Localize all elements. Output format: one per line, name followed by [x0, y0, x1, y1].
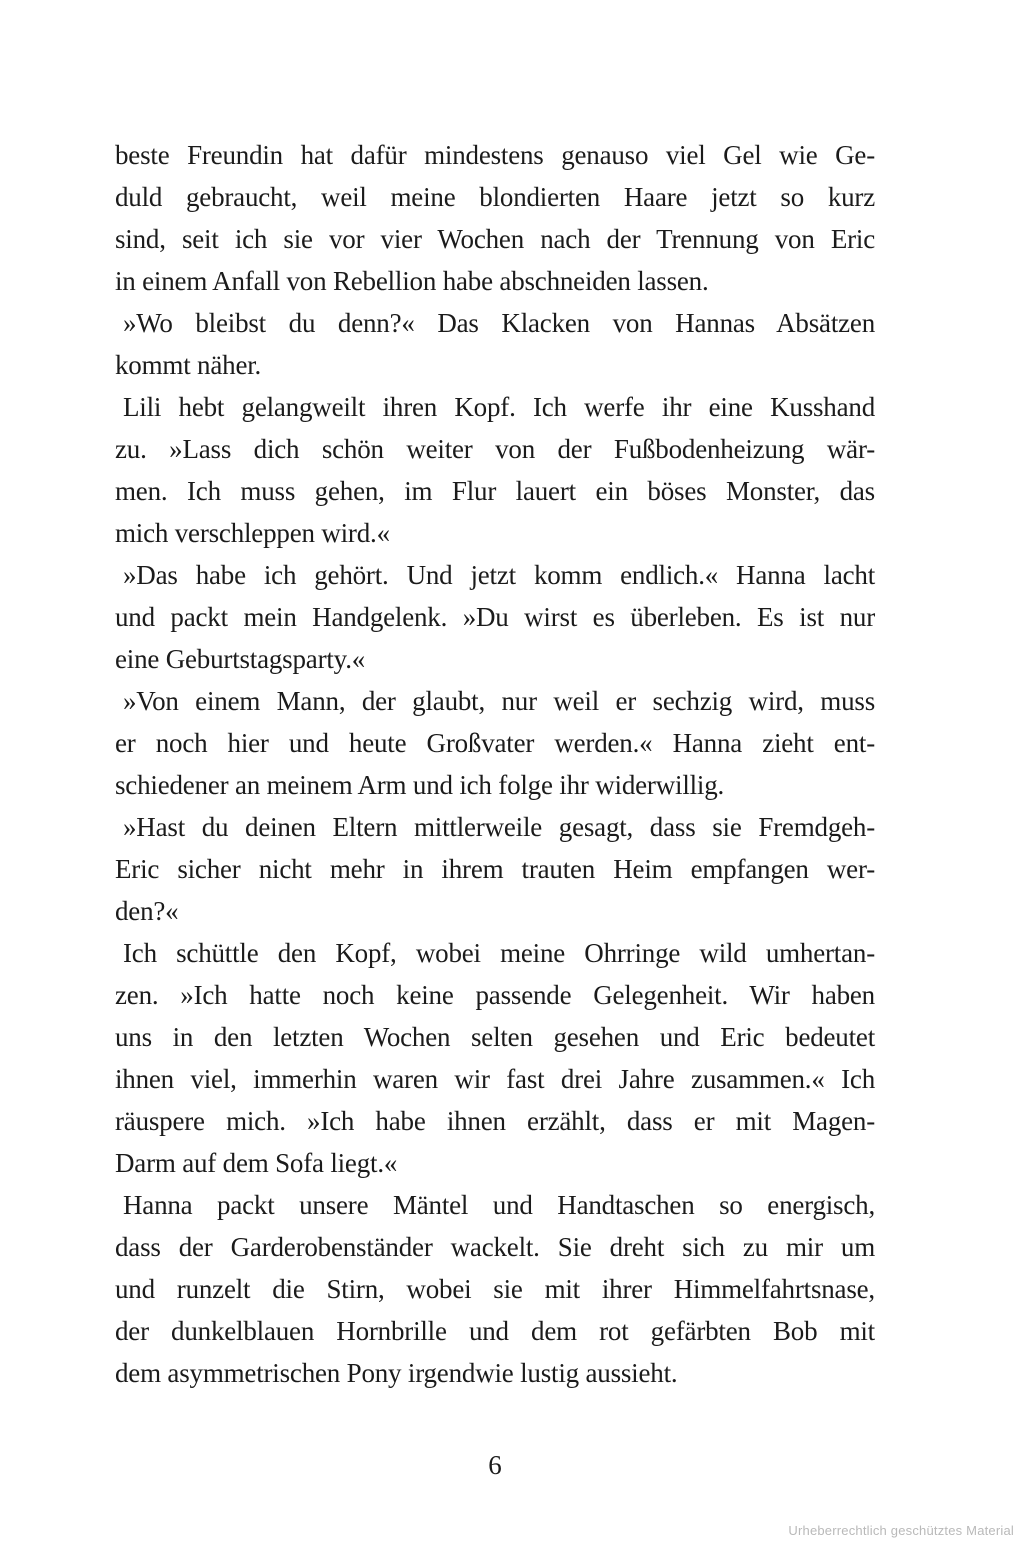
text-line: mich verschleppen wird.«: [115, 518, 390, 548]
page-number: 6: [488, 1450, 502, 1480]
text-line: Eric sicher nicht mehr in ihrem trauten Heim empfangen wer-: [115, 854, 875, 884]
paragraph: [115, 386, 875, 554]
text-line: schiedener an meinem Arm und ich folge ihr widerwillig.: [115, 770, 725, 800]
text-line: men. Ich muss gehen, im Flur lauert ein böses Monster, das: [115, 476, 875, 506]
paragraph: [115, 554, 875, 680]
text-line: der dunkelblauen Hornbrille und dem rot gefärbten Bob mit: [115, 1316, 875, 1346]
text-line: den?«: [115, 896, 179, 926]
paragraph: [115, 1184, 875, 1394]
text-line: zen. »Ich hatte noch keine passende Gelegenheit. Wir haben: [115, 980, 875, 1010]
text-line: eine Geburtstagsparty.«: [115, 644, 366, 674]
text-line: dem asymmetrischen Pony irgendwie lustig aussieht.: [115, 1358, 678, 1388]
text-line: dass der Garderobenständer wackelt. Sie dreht sich zu mir um: [115, 1232, 875, 1262]
text-line: und runzelt die Stirn, wobei sie mit ihrer Himmelfahrtsnase,: [115, 1274, 875, 1304]
paragraph: [115, 302, 875, 386]
paragraph: [115, 932, 875, 1184]
text-line: und packt mein Handgelenk. »Du wirst es überleben. Es ist nur: [115, 602, 875, 632]
text-line: »Das habe ich gehört. Und jetzt komm endlich.« Hanna lacht: [123, 560, 875, 590]
page-text: [115, 134, 875, 1394]
text-line: »Wo bleibst du denn?« Das Klacken von Hannas Absätzen: [123, 308, 875, 338]
text-line: Hanna packt unsere Mäntel und Handtaschen so energisch,: [123, 1190, 875, 1220]
text-line: uns in den letzten Wochen selten gesehen und Eric bedeutet: [115, 1022, 875, 1052]
text-line: sind, seit ich sie vor vier Wochen nach der Trennung von Eric: [115, 224, 875, 254]
text-line: duld gebraucht, weil meine blondierten Haare jetzt so kurz: [115, 182, 875, 212]
text-line: kommt näher.: [115, 350, 262, 380]
paragraph: [115, 680, 875, 806]
text-line: Darm auf dem Sofa liegt.«: [115, 1148, 398, 1178]
text-line: »Von einem Mann, der glaubt, nur weil er sechzig wird, muss: [123, 686, 875, 716]
text-line: beste Freundin hat dafür mindestens genauso viel Gel wie Ge-: [115, 140, 875, 170]
text-line: er noch hier und heute Großvater werden.« Hanna zieht ent-: [115, 728, 875, 758]
paragraph: [115, 134, 875, 302]
text-line: Lili hebt gelangweilt ihren Kopf. Ich werfe ihr eine Kusshand: [123, 392, 875, 422]
text-line: »Hast du deinen Eltern mittlerweile gesagt, dass sie Fremdgeh-: [123, 812, 875, 842]
paragraph: [115, 806, 875, 932]
text-line: in einem Anfall von Rebellion habe abschneiden lassen.: [115, 266, 709, 296]
text-line: zu. »Lass dich schön weiter von der Fußbodenheizung wär-: [115, 434, 875, 464]
text-line: Ich schüttle den Kopf, wobei meine Ohrringe wild umhertan-: [123, 938, 875, 968]
text-line: räuspere mich. »Ich habe ihnen erzählt, dass er mit Magen-: [115, 1106, 875, 1136]
text-line: ihnen viel, immerhin waren wir fast drei Jahre zusammen.« Ich: [115, 1064, 875, 1094]
copyright-notice: Urheberrechtlich geschütztes Material: [788, 1523, 1014, 1538]
